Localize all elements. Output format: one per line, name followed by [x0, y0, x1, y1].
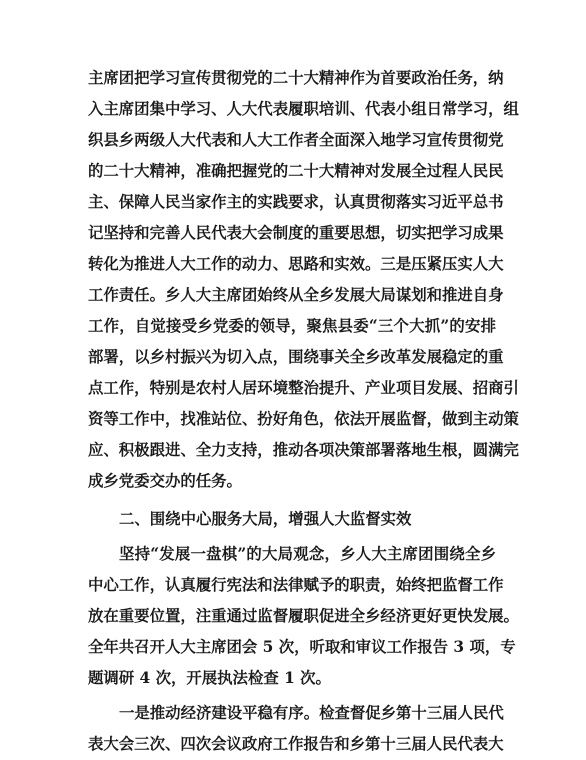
text-line: 记坚持和完善人民代表大会制度的重要思想，切实把学习成果	[88, 224, 504, 242]
section-heading	[88, 504, 496, 535]
text-line: 的二十大精神，准确把握党的二十大精神对发展全过程人民民	[88, 162, 504, 180]
paragraph-economy	[88, 698, 504, 760]
text-line: 点工作，特别是农村人居环境整治提升、产业项目发展、招商引	[88, 379, 519, 397]
text-line: 全年共召开人大主席团会 5 次，听取和审议工作报告 3 项，专	[88, 638, 516, 656]
text-line: 主、保障人民当家作主的实践要求，认真贯彻落实习近平总书	[88, 193, 504, 211]
text-line: 主席团把学习宣传贯彻党的二十大精神作为首要政治任务，纳	[88, 69, 504, 87]
text-line: 工作责任。乡人大主席团始终从全乡发展大局谋划和推进自身	[88, 286, 504, 304]
text-line: 成乡党委交办的任务。	[88, 472, 242, 490]
text-line: 资等工作中，找准站位、扮好角色，依法开展监督，做到主动策	[88, 410, 519, 428]
paragraph-theory-study	[88, 63, 519, 497]
heading-text: 二、围绕中心服务大局，增强人大监督实效	[119, 510, 412, 528]
text-line: 中心工作，认真履行宪法和法律赋予的职责，始终把监督工作	[88, 576, 504, 594]
text-line: 转化为推进人大工作的动力、思路和实效。三是压紧压实人大	[88, 255, 504, 273]
paragraph-spacer	[88, 497, 496, 504]
document-body	[88, 63, 519, 760]
text-line: 放在重要位置，注重通过监督履职促进全乡经济更好更快发展。	[88, 607, 519, 625]
text-line: 应、积极跟进、全力支持，推动各项决策部署落地生根，圆满完	[88, 441, 519, 459]
text-line: 题调研 4 次，开展执法检查 1 次。	[88, 669, 331, 687]
paragraph-supervision	[88, 539, 519, 694]
text-line: 入主席团集中学习、人大代表履职培训、代表小组日常学习，组	[88, 100, 519, 118]
text-line: 一是推动经济建设平稳有序。检查督促乡第十三届人民代	[119, 704, 504, 722]
text-line: 坚持“发展一盘棋”的大局观念，乡人大主席团围绕全乡	[119, 545, 496, 563]
text-line: 织县乡两级人大代表和人大工作者全面深入地学习宣传贯彻党	[88, 131, 504, 149]
text-line: 部署，以乡村振兴为切入点，围绕事关全乡改革发展稳定的重	[88, 348, 504, 366]
text-line: 工作，自觉接受乡党委的领导，聚焦县委“三个大抓”的安排	[88, 317, 496, 335]
text-line: 表大会三次、四次会议政府工作报告和乡第十三届人民代表大	[88, 735, 504, 753]
